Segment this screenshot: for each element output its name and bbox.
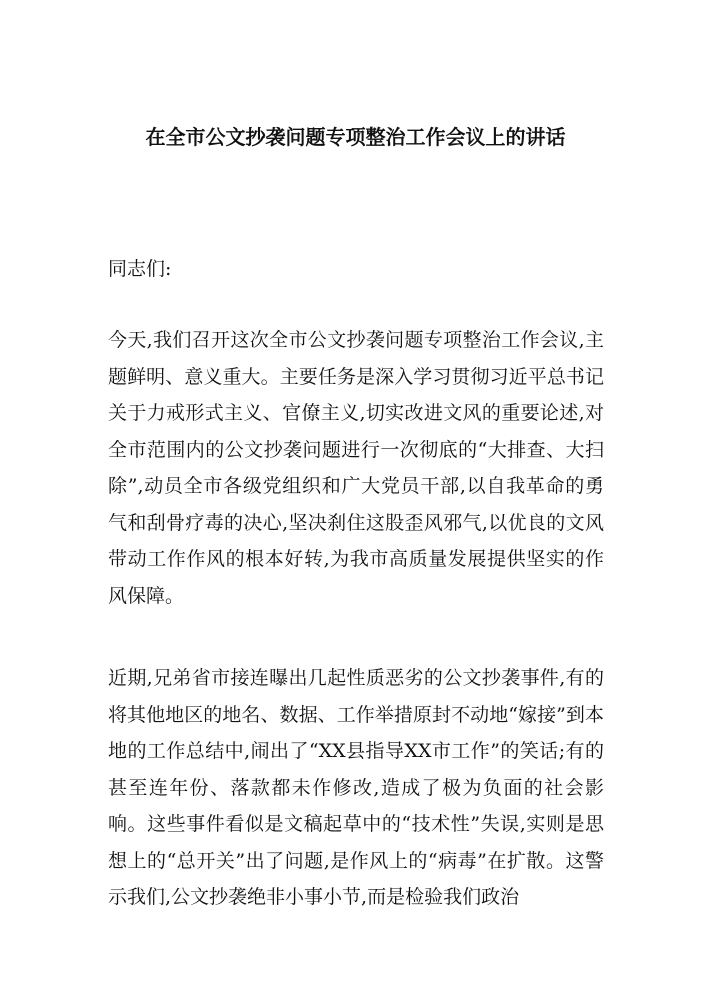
salutation: 同志们: — [108, 258, 172, 280]
paragraph-1: 今天,我们召开这次全市公文抄袭问题专项整治工作会议,主题鲜明、意义重大。主要任务是深入学习贯彻习近平总书记关于力戒形式主义、官僚主义,切实改进文风的重要论述,对全市范围内的公文抄袭问题进行一次彻底的“大排查、大扫除”,动员全市各级党组织和广大党员干部,以自我革命的勇气和刮骨疗毒的决心,坚决刹住这股歪风邪气,以优良的文风带动工作作风的根本好转,为我市高质量发展提供坚实的作风保障。 — [108, 329, 604, 607]
document-title: 在全市公文抄袭问题专项整治工作会议上的讲话 — [145, 125, 566, 149]
paragraph-2: 近期,兄弟省市接连曝出几起性质恶劣的公文抄袭事件,有的将其他地区的地名、数据、工作举措原封不动地“嫁接”到本地的工作总结中,闹出了“XX县指导XX市工作”的笑话;有的甚至连年份、落款都未作修改,造成了极为负面的社会影响。这些事件看似是文稿起草中的“技术性”失误,实则是思想上的“总开关”出了问题,是作风上的“病毒”在扩散。这警示我们,公文抄袭绝非小事小节,而是检验我们政治 — [108, 667, 604, 908]
